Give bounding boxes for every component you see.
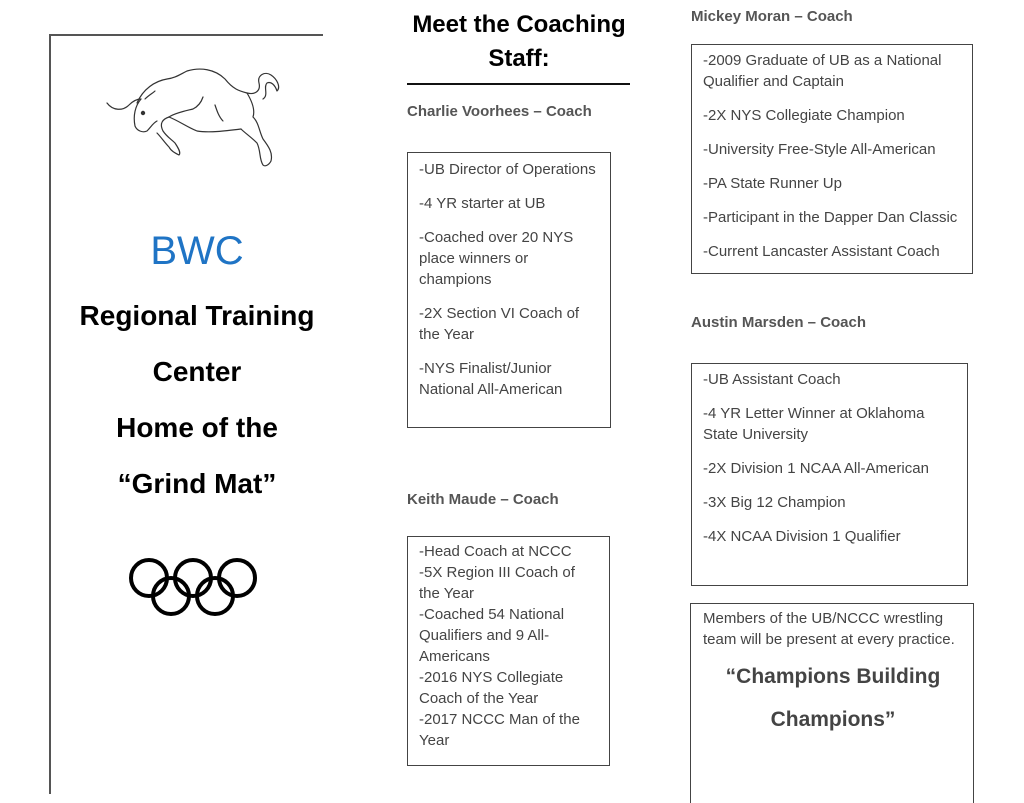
bio-item: -Coached 54 National Qualifiers and 9 All-Americans (419, 606, 565, 665)
brand-title: BWC (150, 229, 244, 273)
bio-item: -5X Region III Coach of the Year (419, 564, 575, 602)
bio-item: -Coached over 20 NYS place winners or champions (419, 229, 574, 288)
bio-item: -Participant in the Dapper Dan Classic (703, 209, 958, 226)
bio-item: -4 YR starter at UB (419, 195, 546, 212)
bio-item: -University Free-Style All-American (703, 141, 936, 158)
bio-item: -2016 NYS Collegiate Coach of the Year (419, 669, 564, 707)
bull-icon (105, 61, 285, 176)
bio-item: -Head Coach at NCCC (419, 543, 572, 560)
coach-bio-voorhees (407, 152, 611, 428)
staff-heading (404, 8, 634, 76)
bio-item: -3X Big 12 Champion (703, 494, 846, 511)
bio-item: -2X Division 1 NCAA All-American (703, 460, 929, 477)
slogan-line-2: Champions” (770, 708, 896, 731)
coach-bio-moran (691, 44, 973, 274)
bio-item: -2017 NCCC Man of the Year (419, 711, 580, 749)
subtitle-line-4: “Grind Mat” (117, 468, 277, 499)
coach-name-voorhees: Charlie Voorhees – Coach (407, 103, 592, 120)
bio-item: -2009 Graduate of UB as a National Qualifier and Captain (703, 52, 942, 90)
coach-name-moran: Mickey Moran – Coach (691, 8, 853, 25)
coach-name-marsden: Austin Marsden – Coach (691, 314, 867, 331)
heading-divider (407, 83, 630, 85)
coach-name-maude: Keith Maude – Coach (407, 491, 559, 508)
bio-item: -UB Assistant Coach (703, 371, 841, 388)
cover-panel (49, 34, 323, 794)
slogan (703, 655, 963, 741)
bio-item: -4 YR Letter Winner at Oklahoma State University (703, 405, 925, 443)
coach-bio-marsden (691, 363, 968, 586)
bio-item: -Current Lancaster Assistant Coach (703, 243, 940, 260)
subtitle-line-3: Home of the (116, 412, 278, 443)
team-info-text: Members of the UB/NCCC wrestling team will be present at every practice. (703, 610, 955, 648)
staff-heading-line-1: Meet the Coaching (412, 11, 626, 38)
bio-item: -PA State Runner Up (703, 175, 842, 192)
team-info-box (690, 603, 974, 803)
coach-bio-maude (407, 536, 610, 766)
slogan-line-1: “Champions Building (725, 665, 941, 688)
subtitle-line-2: Center (152, 356, 242, 387)
bio-item: -2X Section VI Coach of the Year (419, 305, 580, 343)
bio-item: -2X NYS Collegiate Champion (703, 107, 905, 124)
olympic-rings-icon (129, 556, 263, 620)
staff-heading-line-2: Staff: (488, 45, 550, 72)
bio-item: -4X NCAA Division 1 Qualifier (703, 528, 901, 545)
bio-item: -UB Director of Operations (419, 161, 596, 178)
bio-item: -NYS Finalist/Junior National All-American (419, 360, 563, 398)
subtitle-line-1: Regional Training (79, 300, 315, 331)
